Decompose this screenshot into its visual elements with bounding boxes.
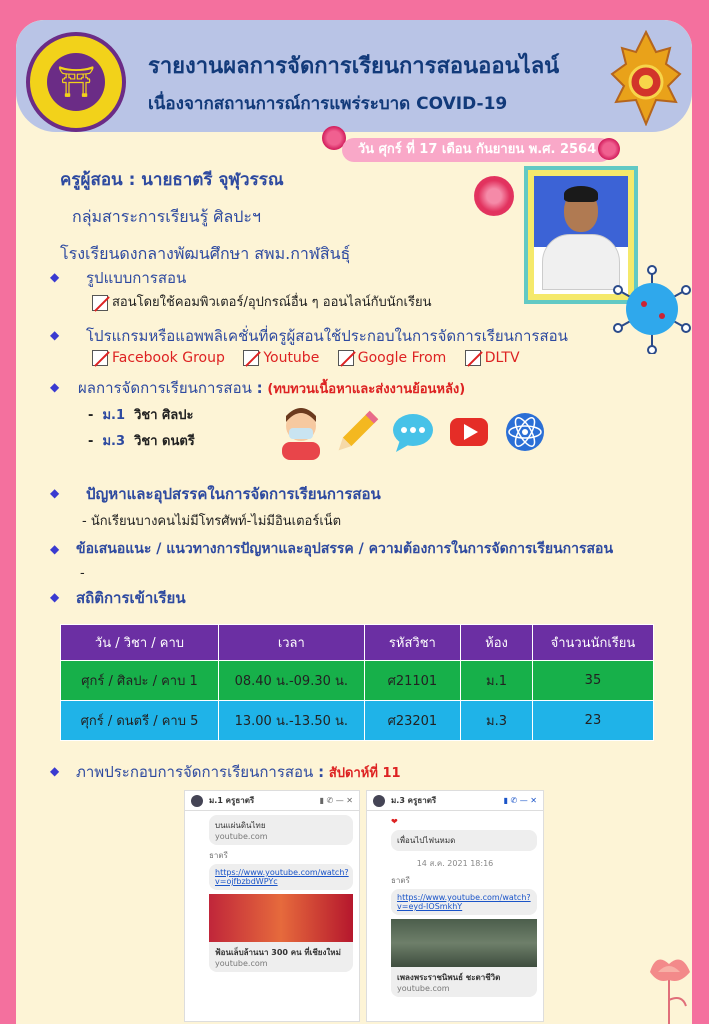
attendance-heading: สถิติการเข้าเรียน — [76, 589, 186, 607]
result-row: - ม.1 วิชา ศิลปะ — [88, 408, 194, 423]
chat-message: บนแผ่นดินไทย youtube.com — [209, 815, 353, 845]
chat-link-message — [209, 864, 353, 890]
app-item: Google From — [338, 350, 447, 366]
app-item: Facebook Group — [92, 350, 225, 366]
suggestions-item: - — [80, 566, 85, 581]
photos-heading: ภาพประกอบการจัดการเรียนการสอน : สัปดาห์ที่ 11 — [76, 763, 401, 781]
problems-item: - นักเรียนบางคนไม่มีโทรศัพท์-ไม่มีอินเตอร์เน็ต — [82, 514, 342, 529]
table-cell: ศ23201 — [364, 701, 460, 741]
chat-message: เพื่อนไปไฟนหมด — [391, 830, 537, 851]
chat-link-message — [391, 889, 537, 915]
atom-icon — [502, 404, 548, 460]
video-link[interactable]: https://www.youtube.com/watch?v=eyd-IOSmkhY — [397, 893, 531, 911]
page-subtitle: เนื่องจากสถานการณ์การแพร่ระบาด COVID-19 — [148, 94, 508, 114]
chat-timestamp: 14 ส.ค. 2021 18:16 — [416, 859, 494, 868]
checkbox-icon — [92, 350, 108, 366]
teacher-info — [60, 166, 350, 279]
subject-group: กลุ่มสาระการเรียนรู้ ศิลปะฯ — [72, 207, 261, 226]
avatar — [373, 795, 385, 807]
apps-heading: โปรแกรมหรือแอพพลิเคชั่นที่ครูผู้สอนใช้ประกอบในการจัดการเรียนการสอน — [86, 327, 568, 345]
school-name: โรงเรียนดงกลางพัฒนศึกษา สพม.กาฬสินธุ์ — [60, 244, 351, 263]
format-item: สอนโดยใช้คอมพิวเตอร์/อุปกรณ์อื่น ๆ ออนไลน์กับนักเรียน — [92, 291, 431, 312]
header-banner — [16, 20, 692, 132]
result-row: - ม.3 วิชา ดนตรี — [88, 434, 195, 449]
page-title: รายงานผลการจัดการเรียนการสอนออนไลน์ — [148, 53, 560, 79]
table-cell: 13.00 น.-13.50 น. — [218, 701, 364, 741]
sender-name: ธาตรี — [209, 851, 228, 860]
column-header: รหัสวิชา — [364, 625, 460, 661]
youtube-icon — [446, 404, 492, 460]
table-header-row — [61, 625, 654, 661]
table-cell: ศุกร์ / ศิลปะ / คาบ 1 — [61, 661, 219, 701]
results-heading: ผลการจัดการเรียนการสอน : (ทบทวนเนื้อหาและส่งงานย้อนหลัง) — [78, 379, 466, 397]
heart-icon: ❤ — [391, 817, 398, 826]
format-heading: รูปแบบการสอน — [86, 269, 187, 287]
app-item: Youtube — [243, 350, 319, 366]
table-cell: ศุกร์ / ดนตรี / คาบ 5 — [61, 701, 219, 741]
table-cell: 23 — [532, 701, 653, 741]
chat-titlebar: ม.1 ครูธาตรี ▮ ✆ — ✕ — [185, 791, 359, 811]
checkbox-icon — [338, 350, 354, 366]
virus-icon — [612, 264, 692, 354]
table-cell: 35 — [532, 661, 653, 701]
video-link[interactable]: https://www.youtube.com/watch?v=ojfbzbdWPYc — [215, 868, 349, 886]
checkbox-icon — [465, 350, 481, 366]
school-logo — [26, 32, 126, 132]
diamond-bullet-icon: ◆ — [50, 380, 60, 394]
temple-icon: ⛩ — [47, 53, 105, 111]
teacher-name: ครูผู้สอน : นายธาตรี จุฬุวรรณ — [60, 170, 284, 190]
diamond-bullet-icon: ◆ — [50, 764, 60, 778]
video-caption: ฟ้อนเล็บล้านนา 300 คน ที่เชียงใหม่ youtube.com — [209, 942, 353, 972]
sender-name: ธาตรี — [391, 876, 410, 885]
diamond-bullet-icon: ◆ — [50, 542, 60, 556]
flower-icon — [646, 950, 692, 1024]
table-row — [61, 661, 654, 701]
avatar — [191, 795, 203, 807]
apps-list — [92, 350, 534, 366]
report-date: วัน ศุกร์ ที่ 17 เดือน กันยายน พ.ศ. 2564 — [342, 138, 612, 162]
virus-icon — [598, 138, 620, 160]
table-cell: 08.40 น.-09.30 น. — [218, 661, 364, 701]
table-cell: ศ21101 — [364, 661, 460, 701]
video-thumbnail — [391, 919, 537, 967]
diamond-bullet-icon: ◆ — [50, 590, 60, 604]
app-icons-row — [278, 404, 548, 460]
video-caption: เพลงพระราชนิพนธ์ ชะตาชีวิต youtube.com — [391, 967, 537, 997]
column-header: จำนวนนักเรียน — [532, 625, 653, 661]
column-header: เวลา — [218, 625, 364, 661]
diamond-bullet-icon: ◆ — [50, 270, 60, 284]
masked-person-icon — [278, 404, 324, 460]
virus-icon — [474, 176, 514, 216]
report-page — [16, 20, 692, 1024]
column-header: ห้อง — [461, 625, 533, 661]
checkbox-icon — [92, 295, 108, 311]
suggestions-heading: ข้อเสนอแนะ / แนวทางการปัญหาและอุปสรรค / ความต้องการในการจัดการเรียนการสอน — [76, 541, 614, 557]
app-item: DLTV — [465, 350, 520, 366]
pencil-icon — [334, 404, 380, 460]
diamond-bullet-icon: ◆ — [50, 486, 60, 500]
diamond-bullet-icon: ◆ — [50, 328, 60, 342]
checkbox-icon — [243, 350, 259, 366]
attendance-table — [60, 624, 654, 741]
table-cell: ม.1 — [461, 661, 533, 701]
table-row — [61, 701, 654, 741]
video-thumbnail — [209, 894, 353, 942]
column-header: วัน / วิชา / คาบ — [61, 625, 219, 661]
chat-screenshot-1 — [184, 790, 360, 1022]
chat-titlebar: ม.3 ครูธาตรี ▮ ✆ — ✕ — [367, 791, 543, 811]
problems-heading: ปัญหาและอุปสรรคในการจัดการเรียนการสอน — [86, 485, 381, 503]
ministry-emblem — [610, 30, 682, 126]
chat-screenshot-2 — [366, 790, 544, 1022]
chat-bubble-icon — [390, 404, 436, 460]
table-cell: ม.3 — [461, 701, 533, 741]
